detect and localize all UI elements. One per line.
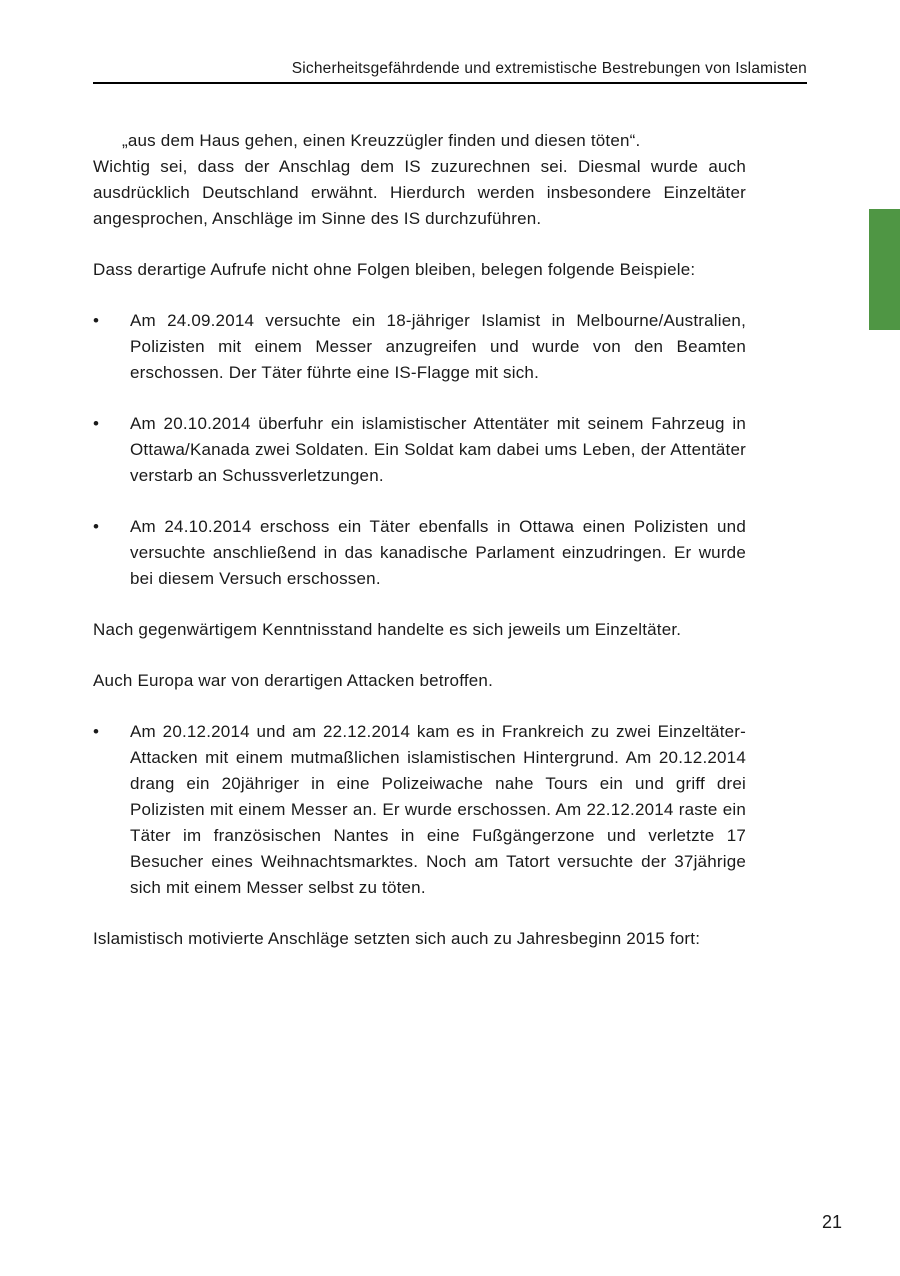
running-header: Sicherheitsgefährdende und extremistische Bestrebungen von Islamisten bbox=[291, 60, 807, 77]
paragraph-2015: Islamistisch motivierte Anschläge setzten sich auch zu Jahresbeginn 2015 fort: bbox=[93, 929, 701, 948]
bullet-marker: • bbox=[93, 414, 100, 433]
bullet-marker: • bbox=[93, 517, 100, 536]
list-item bbox=[93, 411, 746, 489]
list-item bbox=[93, 308, 746, 386]
list-item-text: Am 20.10.2014 überfuhr ein islamistischer Attentäter mit seinem Fahrzeug in Ottawa/Kanada zwei Soldaten. Ein Soldat kam dabei ums Leben, der Attentäter verstarb an Schussverletzungen. bbox=[130, 414, 746, 485]
body-text bbox=[93, 128, 746, 977]
list-item-text: Am 20.12.2014 und am 22.12.2014 kam es in Frankreich zu zwei Einzeltäter-Attacken mit einem mutmaßlichen islamistischen Hintergrund. Am 20.12.2014 drang ein 20jähriger in eine Polizeiwache nahe Tours ein und griff drei Polizisten mit einem Messer an. Er wurde erschossen. Am 22.12.2014 raste ein Täter im französischen Nantes in eine Fußgängerzone und verletzte 17 Besucher eines Weihnachtsmarktes. Noch am Tatort versuchte der 37jährige sich mit einem Messer selbst zu töten. bbox=[130, 722, 746, 897]
paragraph-is-attribution: Wichtig sei, dass der Anschlag dem IS zuzurechnen sei. Diesmal wurde auch ausdrücklich Deutschland erwähnt. Hierdurch werden insbesondere Einzeltäter angesprochen, Anschläge im Sinne des IS durchzuführen. bbox=[93, 157, 746, 228]
page-number: 21 bbox=[821, 1212, 842, 1232]
header-rule bbox=[93, 82, 807, 84]
bullet-marker: • bbox=[93, 722, 100, 741]
paragraph-single-actors: Nach gegenwärtigem Kenntnisstand handelte es sich jeweils um Einzeltäter. bbox=[93, 620, 682, 639]
section-tab-marker bbox=[869, 209, 900, 330]
quote-paragraph: „aus dem Haus gehen, einen Kreuzzügler finden und diesen töten“. bbox=[122, 131, 641, 150]
list-item bbox=[93, 719, 746, 901]
paragraph-europe: Auch Europa war von derartigen Attacken betroffen. bbox=[93, 671, 493, 690]
bullet-marker: • bbox=[93, 311, 100, 330]
paragraph-examples-intro: Dass derartige Aufrufe nicht ohne Folgen bleiben, belegen folgende Beispiele: bbox=[93, 260, 696, 279]
list-item bbox=[93, 514, 746, 592]
list-item-text: Am 24.09.2014 versuchte ein 18-jähriger Islamist in Melbourne/Australien, Polizisten mit einem Messer anzugreifen und wurde von den Beamten erschossen. Der Täter führte eine IS-Flagge mit sich. bbox=[130, 311, 746, 382]
list-item-text: Am 24.10.2014 erschoss ein Täter ebenfalls in Ottawa einen Polizisten und versuchte anschließend in das kanadische Parlament einzudringen. Er wurde bei diesem Versuch erschossen. bbox=[130, 517, 746, 588]
